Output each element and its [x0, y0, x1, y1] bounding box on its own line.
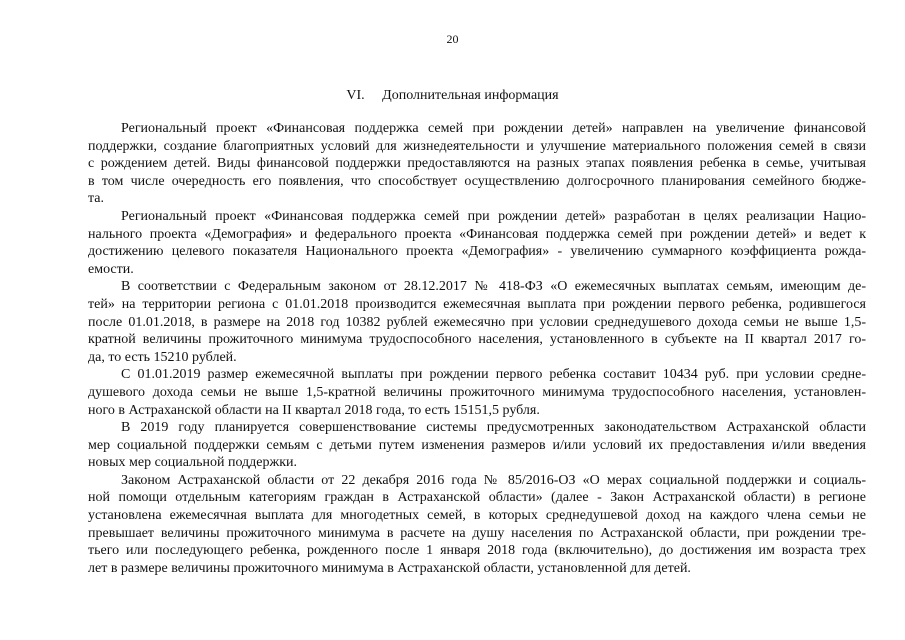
paragraph — [88, 208, 866, 278]
page-number: 20 — [446, 32, 459, 46]
paragraph-line: душевого дохода семьи не выше 1,5-кратной величины прожиточного минимума трудоспособного населения, установлен- — [88, 384, 866, 400]
paragraph-line: та. — [88, 191, 105, 207]
paragraph — [88, 366, 866, 419]
paragraph-line: новых мер социальной поддержки. — [88, 455, 297, 471]
paragraph-line: тей» на территории региона с 01.01.2018 производится ежемесячная выплата при рождении первого ребенка, родившегося — [88, 296, 866, 312]
paragraph-line: В 2019 году планируется совершенствование системы предусмотренных законодательством Астраханской области — [121, 420, 866, 436]
paragraph-line: кратной величины прожиточного минимума трудоспособного населения, установленного в субъекте на II квартал 2017 го- — [88, 332, 866, 348]
document-body — [88, 120, 866, 577]
paragraph-line: В соответствии с Федеральным законом от 28.12.2017 № 418-ФЗ «О ежемесячных выплатах семьям, имеющим де- — [121, 279, 866, 295]
paragraph-line: тьего или последующего ребенка, рожденного после 1 января 2018 года (включительно), до достижения им возраста трех — [88, 543, 866, 559]
paragraph-line: в том числе очередность его появления, что способствует осуществлению долгосрочного планирования семейного бюдже- — [88, 173, 866, 189]
paragraph-line: лет в размере величины прожиточного минимума в Астраханской области, установленной для детей. — [88, 560, 691, 576]
paragraph-line: емости. — [88, 261, 134, 277]
paragraph-line: с рождением детей. Виды финансовой поддержки предоставляются на разных этапах появления ребенка в семье, учитывая — [88, 156, 866, 172]
paragraph-line: ной помощи отдельным категориям граждан в Астраханской области» (далее - Закон Астраханской области) в регионе — [88, 490, 866, 506]
paragraph-line: мер социальной поддержки семьям с детьми путем изменения размеров и/или условий их предоставления и/или введения — [88, 437, 866, 453]
paragraph-line: С 01.01.2019 размер ежемесячной выплаты при рождении первого ребенка составит 10434 руб. при условии средне- — [121, 367, 866, 383]
paragraph-line: Региональный проект «Финансовая поддержка семей при рождении детей» направлен на увеличение финансовой — [121, 121, 866, 136]
paragraph-line: да, то есть 15210 рублей. — [88, 349, 237, 365]
paragraph-line: установлена ежемесячная выплата для многодетных семей, в которых среднедушевой доход на каждого члена семьи не — [88, 508, 866, 524]
paragraph — [88, 278, 866, 366]
paragraph — [88, 472, 866, 578]
paragraph — [88, 120, 866, 208]
section-title: VI. Дополнительная информация — [346, 88, 559, 103]
paragraph-line: Законом Астраханской области от 22 декабря 2016 года № 85/2016-ОЗ «О мерах социальной поддержки и социаль- — [121, 472, 866, 488]
paragraph — [88, 419, 866, 472]
paragraph-line: ного в Астраханской области на II квартал 2018 года, то есть 15151,5 рубля. — [88, 402, 540, 418]
paragraph-line: Региональный проект «Финансовая поддержка семей при рождении детей» разработан в целях реализации Нацио- — [121, 208, 866, 224]
paragraph-line: после 01.01.2018, в размере на 2018 год 10382 рублей ежемесячно при условии среднедушевого дохода семьи не выше 1,5- — [88, 314, 866, 330]
paragraph-line: достижению целевого показателя Национального проекта «Демография» - увеличению суммарного коэффициента рожда- — [88, 244, 866, 260]
paragraph-line: превышает величины прожиточного минимума в расчете на душу населения по Астраханской области, при рождении тре- — [88, 525, 866, 541]
paragraph-line: поддержки, создание благоприятных условий для жизнедеятельности и улучшение материального положения семей в связи — [88, 138, 866, 154]
paragraph-line: нального проекта «Демография» и федерального проекта «Финансовая поддержка семей при рождении детей» и ведет к — [88, 226, 866, 242]
